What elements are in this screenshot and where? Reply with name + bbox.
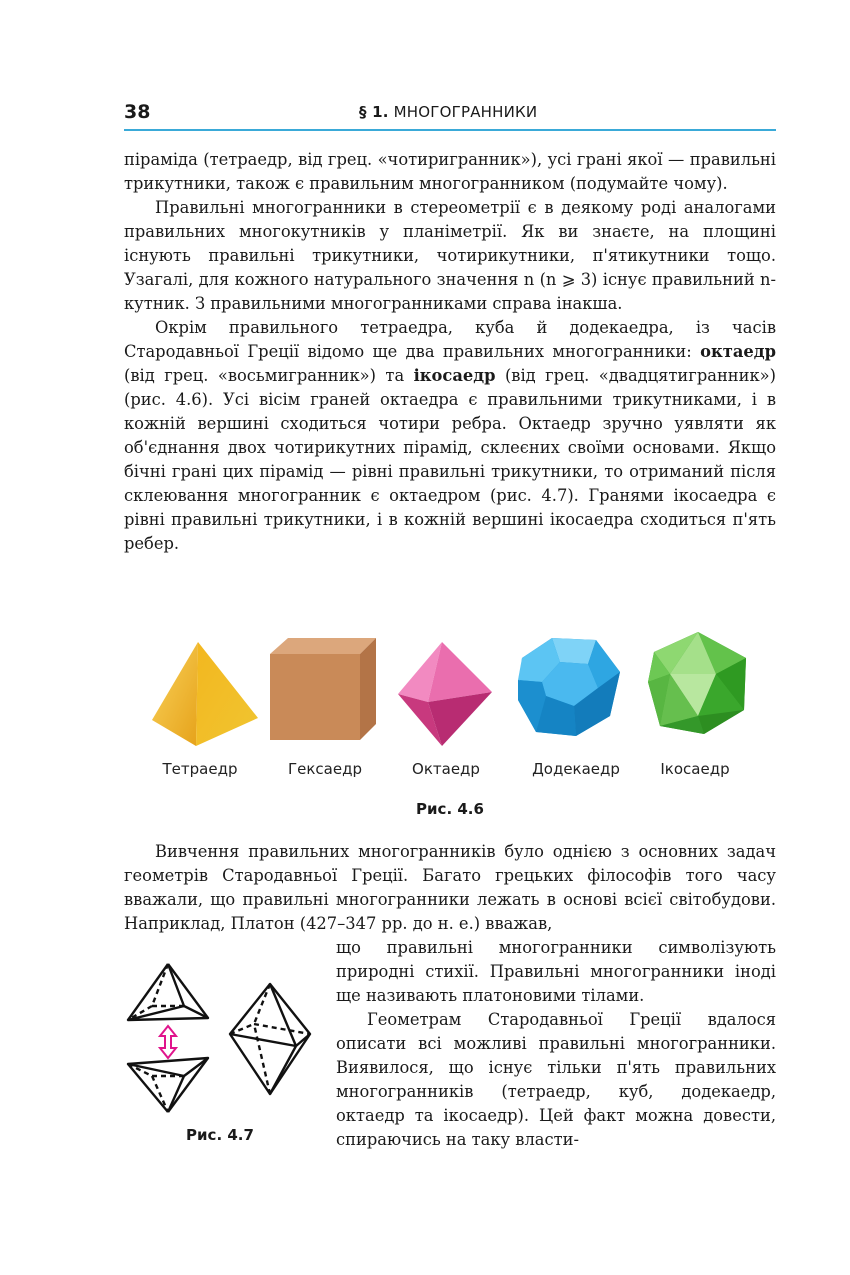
label-dodecahedron: Додекаедр: [532, 760, 620, 778]
paragraph-4-full: Вивчення правильних многогранників було однією з основних задач геометрів Стародавньої Греції. Багато грецьких філософів того часу вважали, що правильні многогранники лежать в основі всієї світобудови. Наприклад, Платон (427–347 рр. до н. е.) вважав,: [124, 842, 776, 933]
figure-4-6-caption: Рис. 4.6: [416, 800, 484, 818]
label-hexahedron: Гексаедр: [288, 760, 362, 778]
dodecahedron-figure: [514, 636, 624, 738]
page-header: [124, 100, 776, 130]
lower-pyramid: [128, 1058, 208, 1112]
term-octahedron: октаедр: [700, 342, 776, 361]
paragraph-3: [124, 316, 776, 556]
octahedron-figure: [396, 640, 496, 748]
figure-4-7-caption: Рис. 4.7: [186, 1126, 254, 1144]
assembled-octahedron: [230, 984, 310, 1094]
paragraph-2: Правильні многогранники в стереометрії є в деякому роді аналогами правильних многокутників у планіметрії. Як ви знаєте, на площині існують правильні трикутники, чотирикутники, п'ятикутники тощо. Узагалі, для кожного натурального значення n (n ⩾ 3) існує правильний n-кутник. З правильними многогранниками справа інакша.: [124, 198, 776, 313]
label-tetrahedron: Тетраедр: [162, 760, 238, 778]
paragraph-3-part-c: (від грец. «двадцятигранник») (рис. 4.6). Усі вісім граней октаедра є правильними трикутниками, і в кожній вершині сходиться чотири ребра. Октаедр зручно уявляти як об'єднання двох чотирикутних пірамід, склеєних своїми основами. Якщо бічні грані цих пірамід — рівні правильні трикутники, то отриманий після склеювання многогранник є октаедром (рис. 4.7). Гранями ікосаедра є рівні правильні трикутники, і в кожній вершині ікосаедра сходиться п'ять ребер.: [124, 366, 776, 553]
text-wrap: [336, 936, 776, 1152]
page-number: 38: [124, 101, 151, 123]
term-icosahedron: ікосаедр: [413, 366, 496, 385]
label-icosahedron: Ікосаедр: [660, 760, 730, 778]
upper-pyramid: [128, 964, 208, 1020]
section-title: МНОГОГРАННИКИ: [393, 103, 538, 121]
cube-figure: [268, 636, 380, 744]
paragraph-3-part-a: Окрім правильного тетраедра, куба й додекаедра, із часів Стародавньої Греції відомо ще два правильних многогранники:: [124, 318, 776, 361]
label-octahedron: Октаедр: [412, 760, 480, 778]
paragraph-4-wrap: що правильні многогранники символізують природні стихії. Правильні многогранники іноді ще називають платоновими тілами.: [336, 938, 776, 1005]
double-arrow-icon: [160, 1026, 176, 1058]
header-rule: [124, 129, 776, 131]
running-title: [359, 103, 537, 121]
text-middle: [124, 840, 776, 936]
figure-4-7-drawing: [124, 960, 324, 1116]
paragraph-1: піраміда (тетраедр, від грец. «чотиригранник»), усі грані якої — правильні трикутники, також є правильним многогранником (подумайте чому).: [124, 150, 776, 193]
tetrahedron-figure: [150, 640, 260, 748]
paragraph-3-part-b: (від грец. «восьмигранник») та: [124, 366, 405, 385]
section-mark: § 1.: [359, 103, 389, 121]
paragraph-5: Геометрам Стародавньої Греції вдалося описати всі можливі правильні многогранники. Виявилося, що існує тільки п'ять правильних многогранників (тетраедр, куб, додекаедр, октаедр та ікосаедр). Цей факт можна довести, спираючись на таку власти-: [336, 1010, 776, 1149]
icosahedron-figure: [646, 630, 750, 736]
text-top: [124, 148, 776, 556]
